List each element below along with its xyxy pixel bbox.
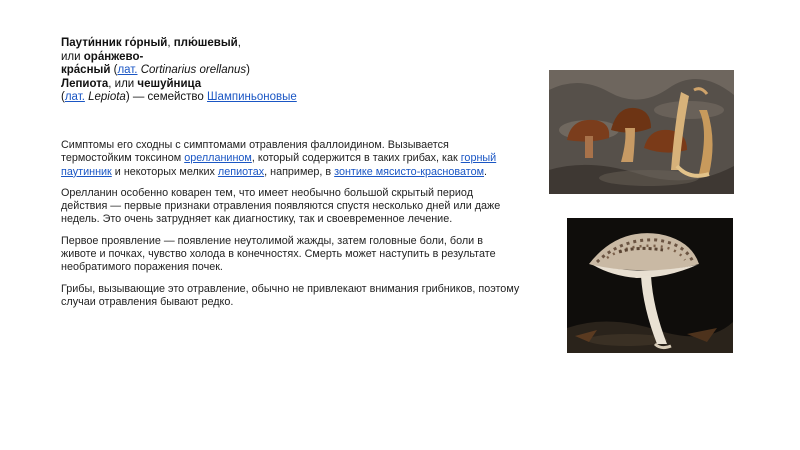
paragraph-2: Орелланин особенно коварен тем, что имеет необычно большой скрытый период действия — первые признаки отравления появляются спустя несколько дней или даже недель. Это очень затрудняет как диагностику, так и своевременное лечение. <box>61 186 501 226</box>
mushroom-photo-lepiota <box>567 218 733 353</box>
title-paren: ( <box>110 64 118 77</box>
latin-name-1: Cortinarius orellanus <box>137 64 247 77</box>
title-name-4: Лепиота <box>61 77 109 90</box>
title-name-3b: кра́сный <box>61 64 111 77</box>
latin-name-2: Lepiota <box>84 91 126 104</box>
paragraph-1 <box>61 139 521 179</box>
orellanin-link[interactable]: орелланином <box>184 152 252 165</box>
cortinarius-illustration <box>549 70 734 194</box>
title-or: или <box>61 50 84 63</box>
title-name-3: ора́нжево- <box>83 50 144 63</box>
title-name-5: чешуйница <box>137 77 202 90</box>
family-label: ) — семейство <box>125 91 208 104</box>
title-or-2: , или <box>108 77 138 90</box>
lepiota-illustration <box>567 218 733 353</box>
paragraph-4: Грибы, вызывающие это отравление, обычно не привлекают внимания грибников, поэтому случаи отравления бывают редко. <box>61 282 520 308</box>
paragraph-3: Первое проявление — появление неутолимой жажды, затем головные боли, боли в животе и почках, чувство холода в конечностях. Смерть может наступить в результате необратимого поражения почек. <box>61 234 496 274</box>
p1-text-e: . <box>484 165 488 178</box>
latin-link-2[interactable]: лат. <box>64 91 85 104</box>
family-link[interactable]: Шампиньоновые <box>207 91 297 104</box>
title-name-1: Паути́нник го́рный <box>61 37 168 49</box>
latin-link-1[interactable]: лат. <box>117 64 138 77</box>
title-paren-close: ) <box>246 64 251 77</box>
title-name-2: плю́шевый <box>173 37 238 49</box>
p1-text-a: Симптомы его сходны с симптомами отравления фаллоидином. Вызывается термостойким токсином <box>61 139 449 165</box>
p1-text-c: и некоторых мелких <box>111 165 218 178</box>
mushroom-title <box>61 37 321 105</box>
p1-text-d: , например, в <box>264 165 335 178</box>
body-text <box>61 139 521 317</box>
umbrella-link[interactable]: зонтике мясисто-красноватом <box>334 165 485 178</box>
title-tail: , <box>237 37 241 49</box>
lepiota-link[interactable]: лепиотах <box>217 165 265 178</box>
title-sep: , <box>167 37 174 49</box>
mushroom-photo-cortinarius <box>549 70 734 194</box>
p1-text-b: , который содержится в таких грибах, как <box>251 152 461 165</box>
mountain-webcap-link[interactable]: горный паутинник <box>61 152 497 178</box>
title-paren-2: ( <box>61 91 65 104</box>
